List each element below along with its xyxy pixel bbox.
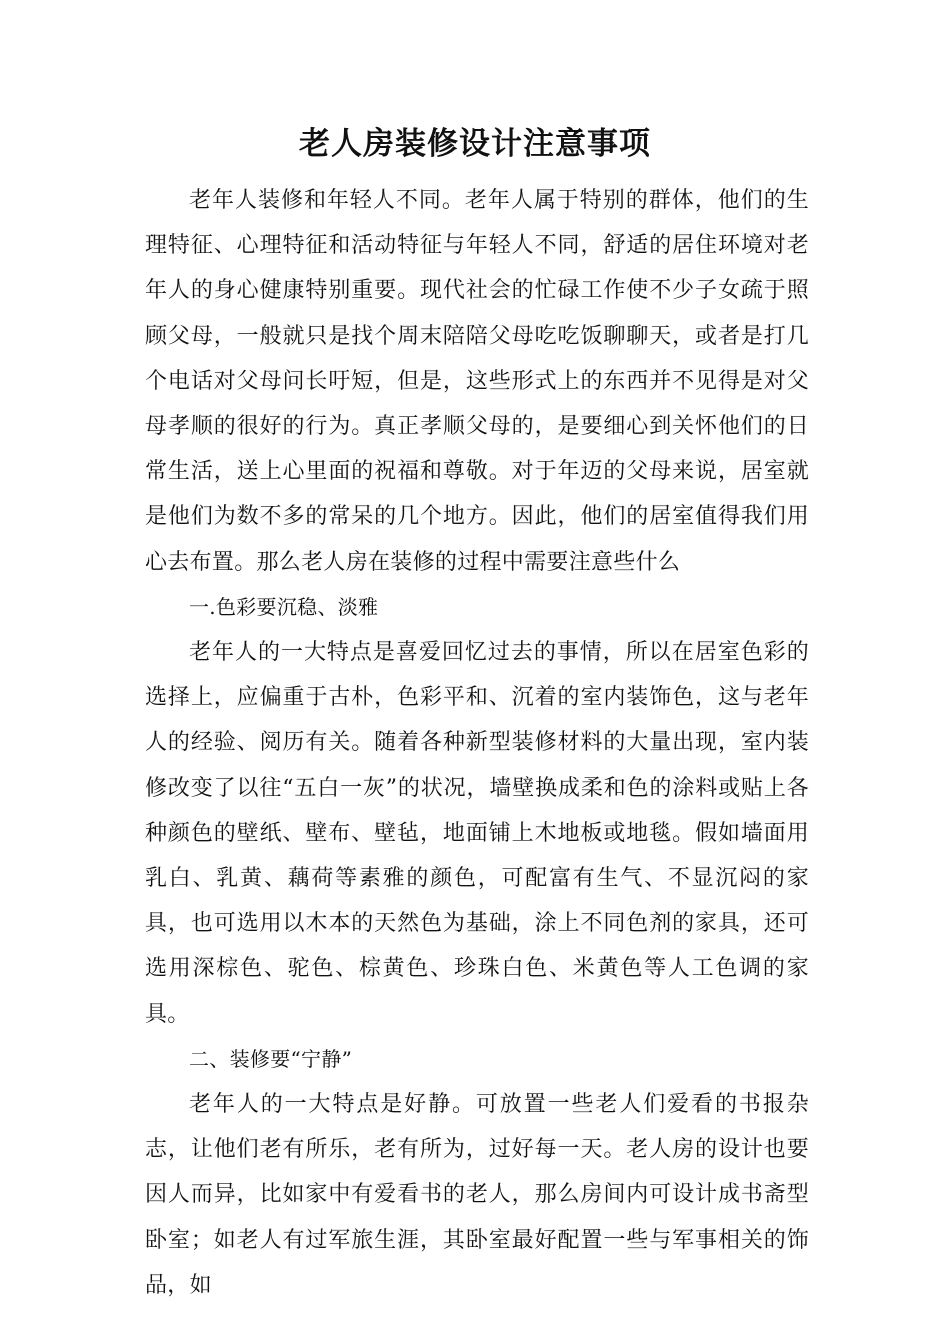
- section-paragraph-quiet: 老年人的一大特点是好静。可放置一些老人们爱看的书报杂志，让他们老有所乐，老有所为，过好每一天。老人房的设计也要因人而异，比如家中有爱看书的老人，那么房间内可设计成书斋型卧室；如老人有过军旅生涯，其卧室最好配置一些与军事相关的饰品，如: [145, 1092, 809, 1298]
- section-paragraph-color: 老年人的一大特点是喜爱回忆过去的事情，所以在居室色彩的选择上，应偏重于古朴，色彩平和、沉着的室内装饰色，这与老年人的经验、阅历有关。随着各种新型装修材料的大量出现，室内装修改变了以往“五白一灰”的状况，墙壁换成柔和色的涂料或贴上各种颜色的壁纸、壁布、壁毡，地面铺上木地板或地毯。假如墙面用乳白、乳黄、藕荷等素雅的颜色，可配富有生气、不显沉闷的家具，也可选用以木本的天然色为基础，涂上不同色剂的家具，还可选用深棕色、驼色、棕黄色、珍珠白色、米黄色等人工色调的家具。: [145, 640, 809, 1027]
- section-heading-color: 一.色彩要沉稳、淡雅: [189, 594, 379, 619]
- intro-paragraph: 老年人装修和年轻人不同。老年人属于特别的群体，他们的生理特征、心理特征和活动特征与年轻人不同，舒适的居住环境对老年人的身心健康特别重要。现代社会的忙碌工作使不少子女疏于照顾父母，一般就只是找个周末陪陪父母吃吃饭聊聊天，或者是打几个电话对父母问长吁短，但是，这些形式上的东西并不见得是对父母孝顺的很好的行为。真正孝顺父母的，是要细心到关怀他们的日常生活，送上心里面的祝福和尊敬。对于年迈的父母来说，居室就是他们为数不多的常呆的几个地方。因此，他们的居室值得我们用心去布置。那么老人房在装修的过程中需要注意些什么: [145, 188, 809, 575]
- document-body: [145, 178, 809, 1308]
- section-heading-quiet: 二、装修要“宁静”: [189, 1046, 353, 1071]
- document-title: 老人房装修设计注意事项: [299, 126, 651, 162]
